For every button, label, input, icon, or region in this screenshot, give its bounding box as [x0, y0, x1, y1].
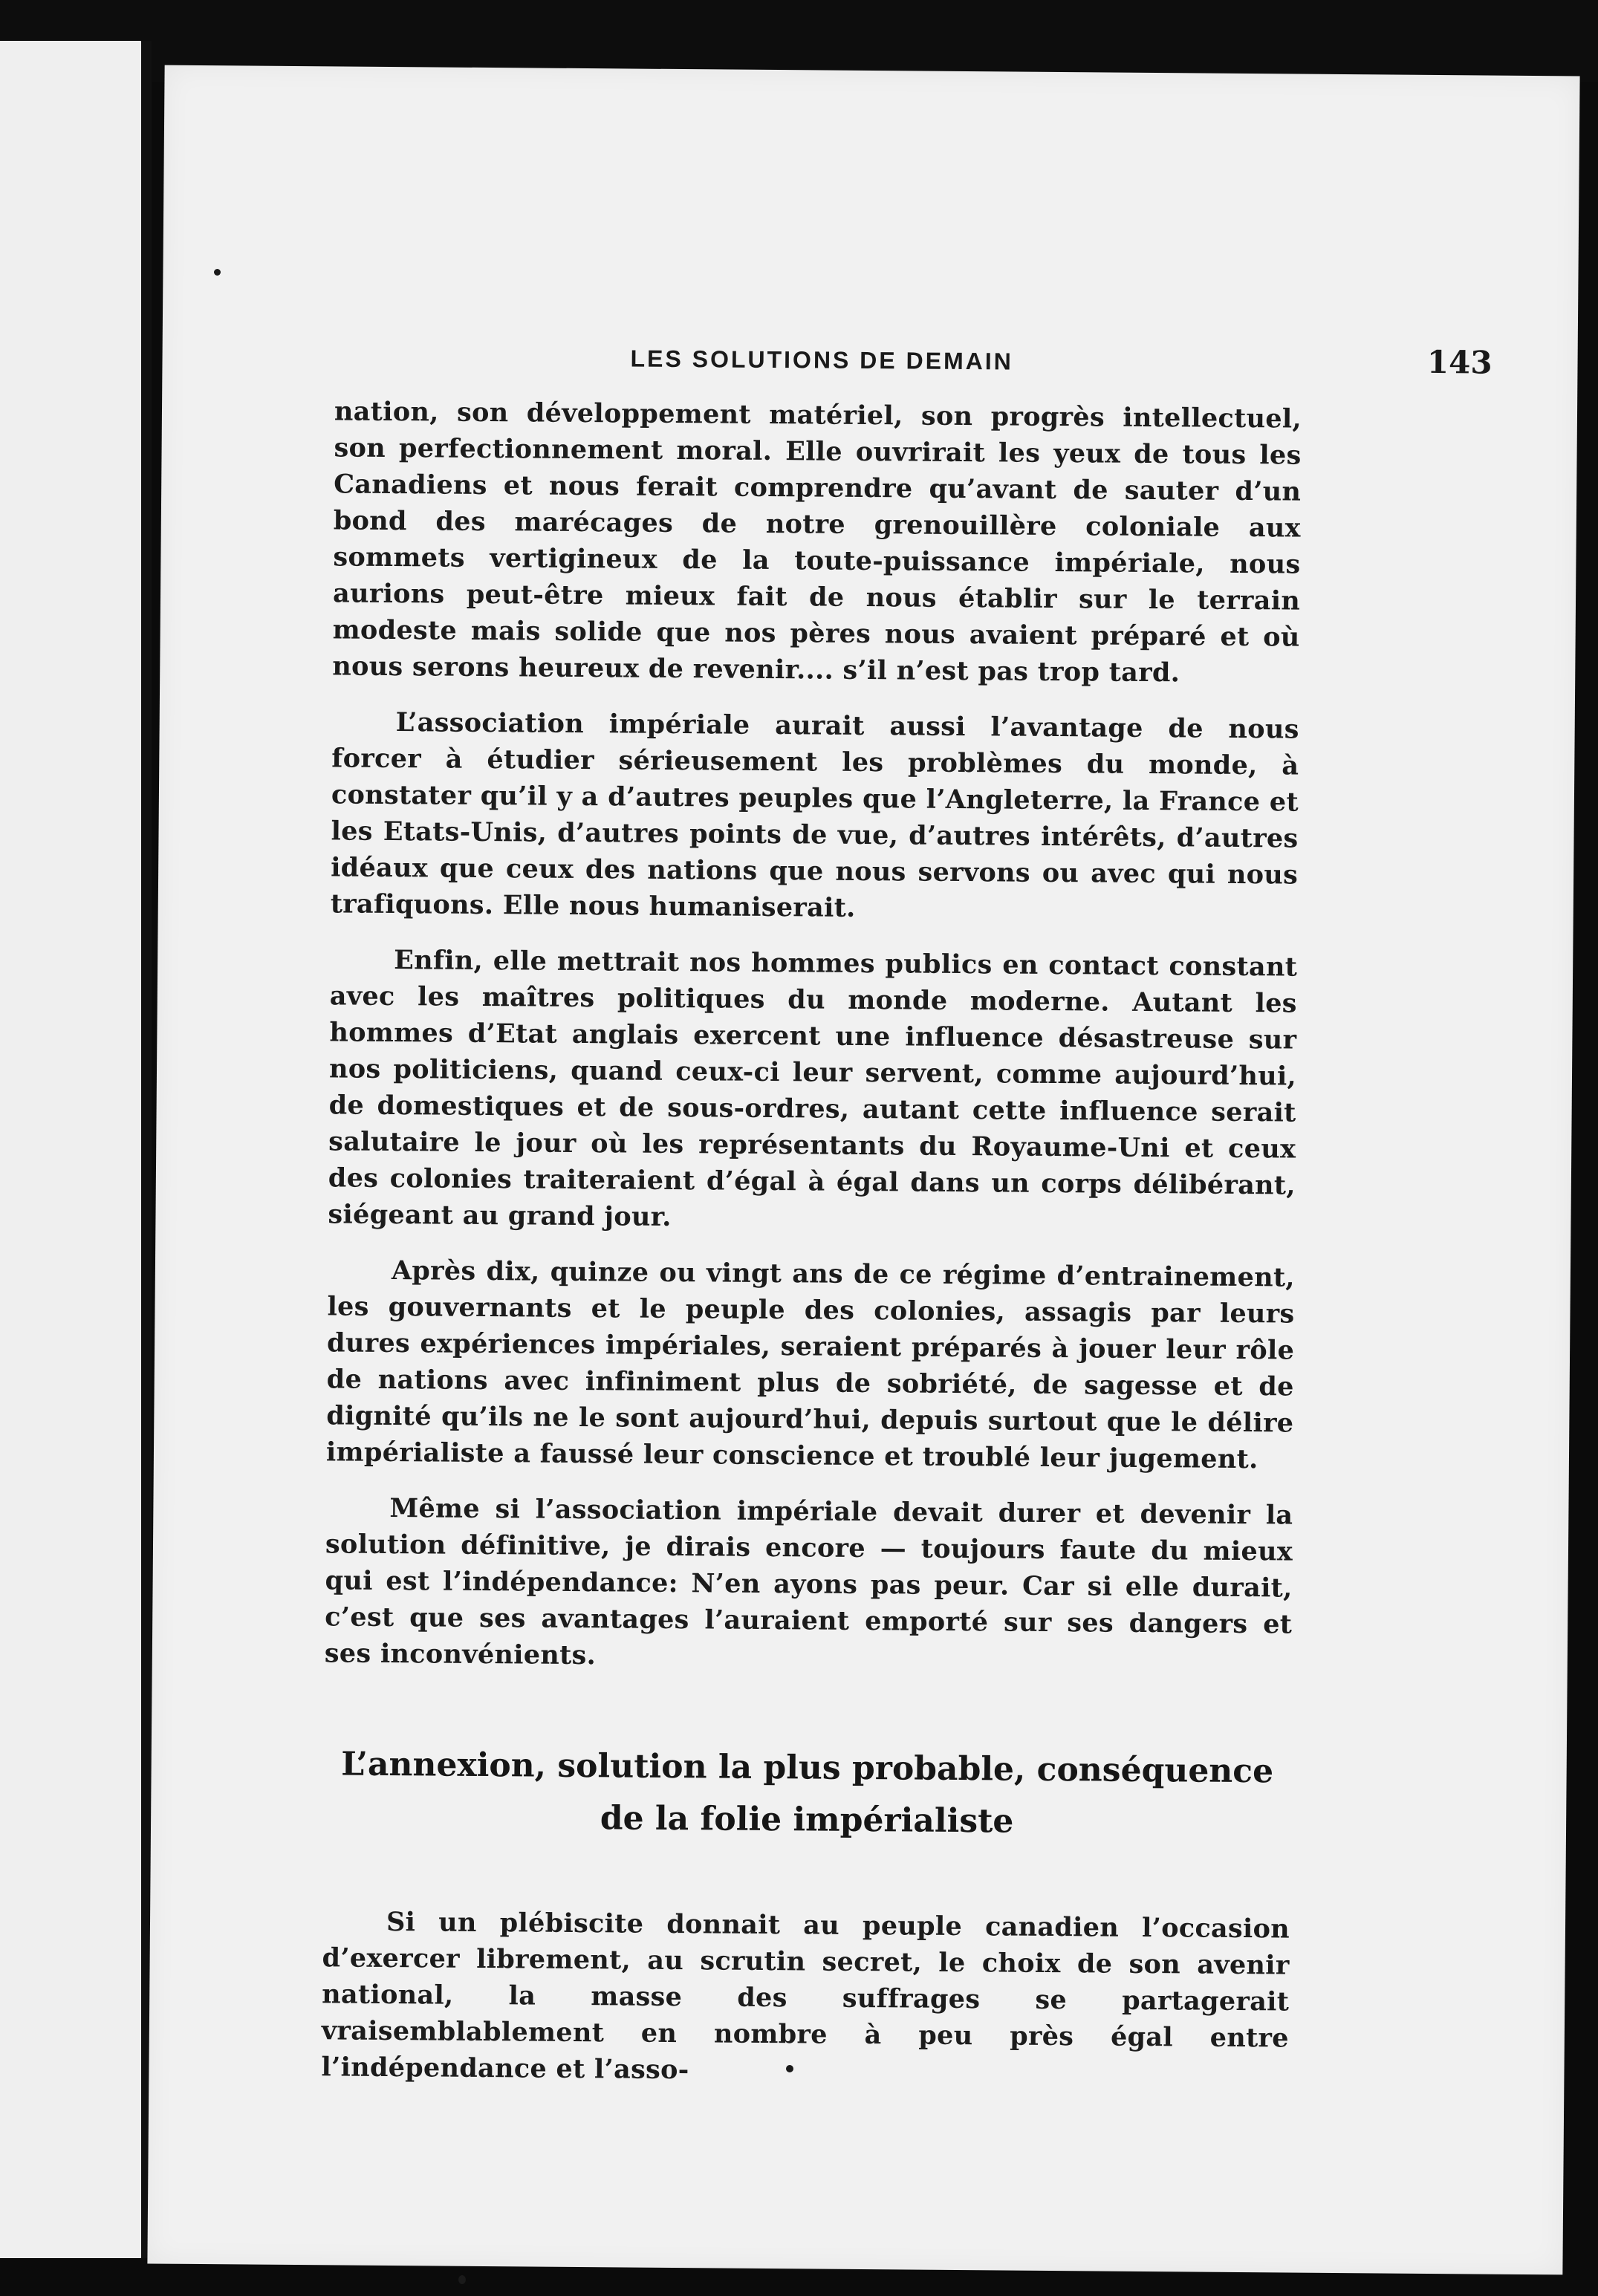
scan-speck: [458, 2275, 466, 2284]
book-page: [147, 65, 1579, 2275]
running-head: [630, 338, 1492, 389]
running-title: LES SOLUTIONS DE DEMAIN: [630, 345, 1013, 375]
scan-speck: [786, 2065, 793, 2072]
paragraph-continuation: nation, son développement matériel, son progrès intellectuel, son perfectionnement moral. Elle ouvrirait les yeux de tous les Canadiens et nous ferait comprendre qu’avant de sauter d’un bond des marécages de notre grenouillère coloniale aux sommets vertigineux de la toute-puissance impériale, nous aurions peut-être mieux fait de nous établir sur le terrain modeste mais solide que nos pères nous avaient préparé et où nous serons heureux de revenir.... s’il n’est pas trop tard.: [332, 396, 1302, 689]
facing-page-edge: [0, 41, 152, 2258]
scan-speck: [214, 269, 221, 276]
paragraph: Enfin, elle mettrait nos hommes publics en contact constant avec les maîtres politiques du monde moderne. Autant les hommes d’Etat anglais exercent une influence désastreuse sur nos politiciens, quand ceux-ci leur servent, comme aujourd’hui, de domestiques et de sous-ordres, autant cette influence serait salutaire le jour où les représentants du Royaume-Uni et ceux des colonies traiteraient d’égal à égal dans un corps délibérant, siégeant au grand jour.: [328, 945, 1298, 1232]
paragraph: Même si l’association impériale devait durer et devenir la solution définitive, je dirais encore — toujours faute du mieux qui est l’indépendance: N’en ayons pas peur. Car si elle durait, c’est que ses avantages l’auraient emporté sur ses dangers et ses inconvénients.: [324, 1493, 1293, 1671]
paragraph: Après dix, quinze ou vingt ans de ce régime d’entrainement, les gouvernants et le peuple des colonies, assagis par leurs dures expériences impériales, seraient préparés à jouer leur rôle de nations avec infiniment plus de sobriété, de sagesse et de dignité qu’ils ne le sont aujourd’hui, depuis surtout que le délire impérialiste a faussé leur conscience et troublé leur jugement.: [325, 1255, 1296, 1475]
body-text: [321, 393, 1302, 2112]
section-heading: L’annexion, solution la plus probable, conséquence de la folie impérialiste: [341, 1745, 1274, 1841]
page-number: 143: [1426, 343, 1493, 381]
paragraph: Si un plébiscite donnait au peuple canadien l’occasion d’exercer librement, au scrutin secret, le choix de son avenir national, la masse des suffrages se partagerait vraisemblablement en nombre à peu près égal entre l’indépendance et l’asso-: [321, 1906, 1290, 2086]
paragraph: L’association impériale aurait aussi l’avantage de nous forcer à étudier sérieusement les problèmes du monde, à constater qu’il y a d’autres peuples que l’Angleterre, la France et les Etats-Unis, d’autres points de vue, d’autres intérêts, d’autres idéaux que ceux des nations que nous servons ou avec qui nous trafiquons. Elle nous humaniserait.: [330, 707, 1299, 923]
